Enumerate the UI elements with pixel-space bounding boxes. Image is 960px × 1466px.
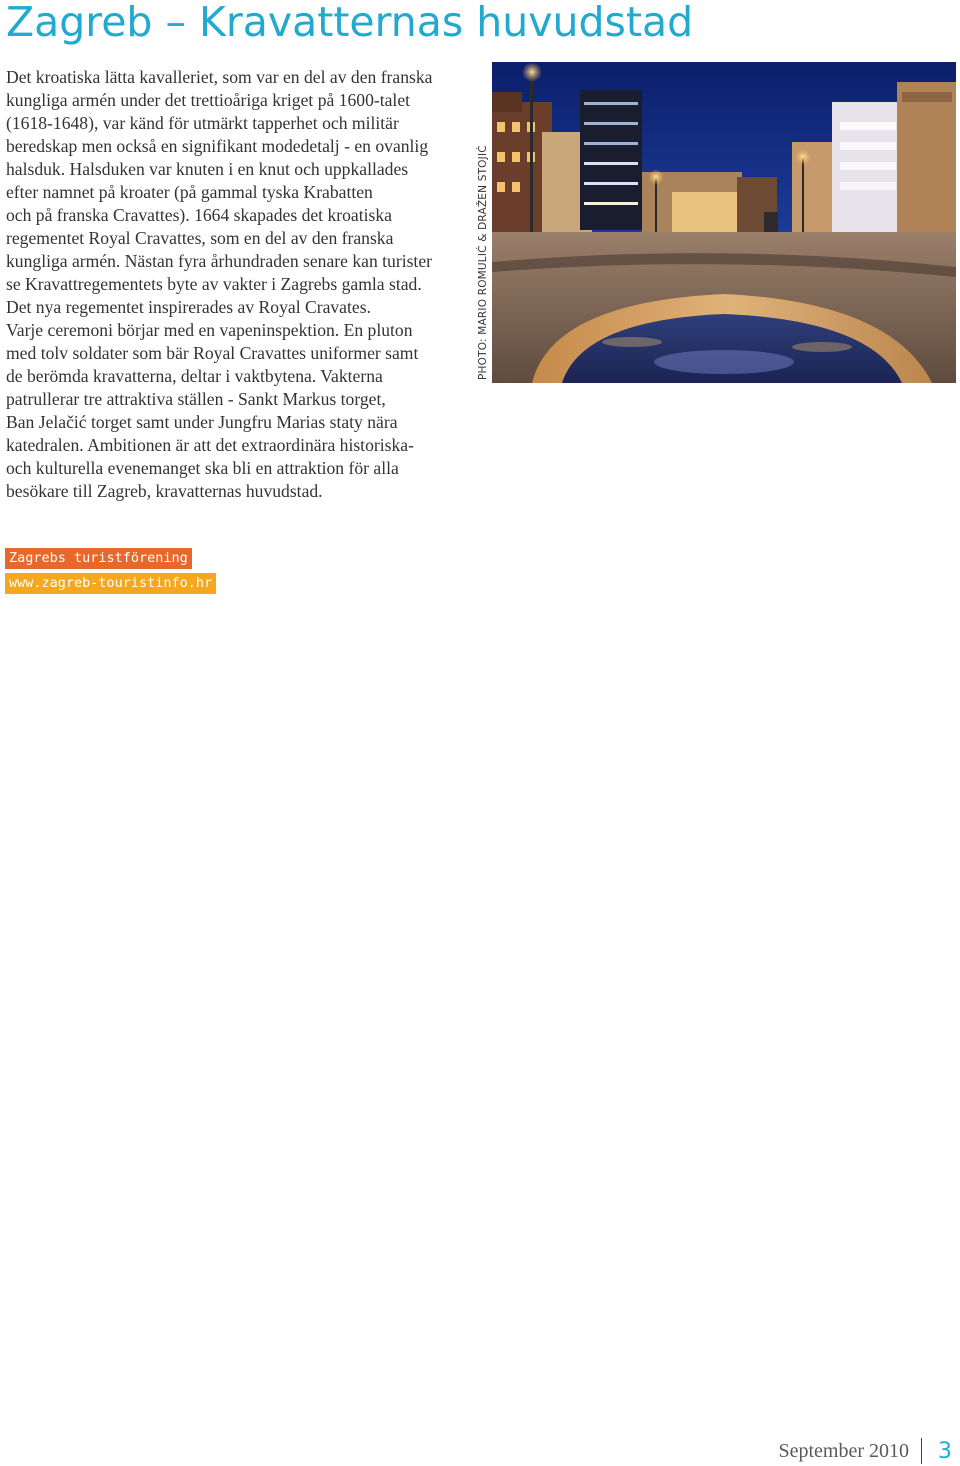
body-line: (1618-1648), var känd för utmärkt tapperhet och militär	[6, 113, 399, 133]
body-line: Det kroatiska lätta kavalleriet, som var en del av den franska	[6, 67, 433, 87]
body-line: regementet Royal Cravattes, som en del av den franska	[6, 228, 394, 248]
zagreb-square-photo	[492, 62, 956, 383]
body-line: besökare till Zagreb, kravatternas huvudstad.	[6, 481, 323, 501]
body-line: Det nya regementet inspirerades av Royal Cravates.	[6, 297, 371, 317]
article-title: Zagreb – Kravatternas huvudstad	[6, 0, 694, 46]
body-line: katedralen. Ambitionen är att det extraordinära historiska-	[6, 435, 414, 455]
photo-credit: PHOTO: MARIO ROMULIĆ & DRAŽEN STOJIĆ	[477, 145, 489, 380]
body-line: halsduk. Halsduken var knuten i en knut och uppkallades	[6, 159, 409, 179]
body-line: se Kravattregementets byte av vakter i Zagrebs gamla stad.	[6, 274, 422, 294]
body-line: efter namnet på kroater (på gammal tyska Krabatten	[6, 182, 373, 202]
footer-divider	[921, 1438, 922, 1464]
body-line: Ban Jelačić torget samt under Jungfru Marias staty nära	[6, 412, 398, 432]
page-footer	[778, 1436, 952, 1466]
issue-date: September 2010	[778, 1439, 909, 1462]
page-number: 3	[938, 1438, 952, 1464]
body-line: och på franska Cravattes). 1664 skapades det kroatiska	[6, 205, 392, 225]
body-line: beredskap men också en signifikant modedetalj - en ovanlig	[6, 136, 429, 156]
website-link[interactable]: www.zagreb-touristinfo.hr	[5, 573, 216, 594]
body-line: med tolv soldater som bär Royal Cravattes uniformer samt	[6, 343, 419, 363]
body-line: patrullerar tre attraktiva ställen - Sankt Markus torget,	[6, 389, 386, 409]
body-line: Varje ceremoni börjar med en vapeninspektion. En pluton	[6, 320, 413, 340]
body-line: de berömda kravatterna, deltar i vaktbytena. Vakterna	[6, 366, 383, 386]
article-body	[6, 66, 469, 503]
organization-badge: Zagrebs turistförening	[5, 548, 192, 569]
body-line: kungliga armén under det trettioåriga kriget på 1600-talet	[6, 90, 411, 110]
body-line: kungliga armén. Nästan fyra århundraden senare kan turister	[6, 251, 432, 271]
body-line: och kulturella evenemanget ska bli en attraktion för alla	[6, 458, 399, 478]
